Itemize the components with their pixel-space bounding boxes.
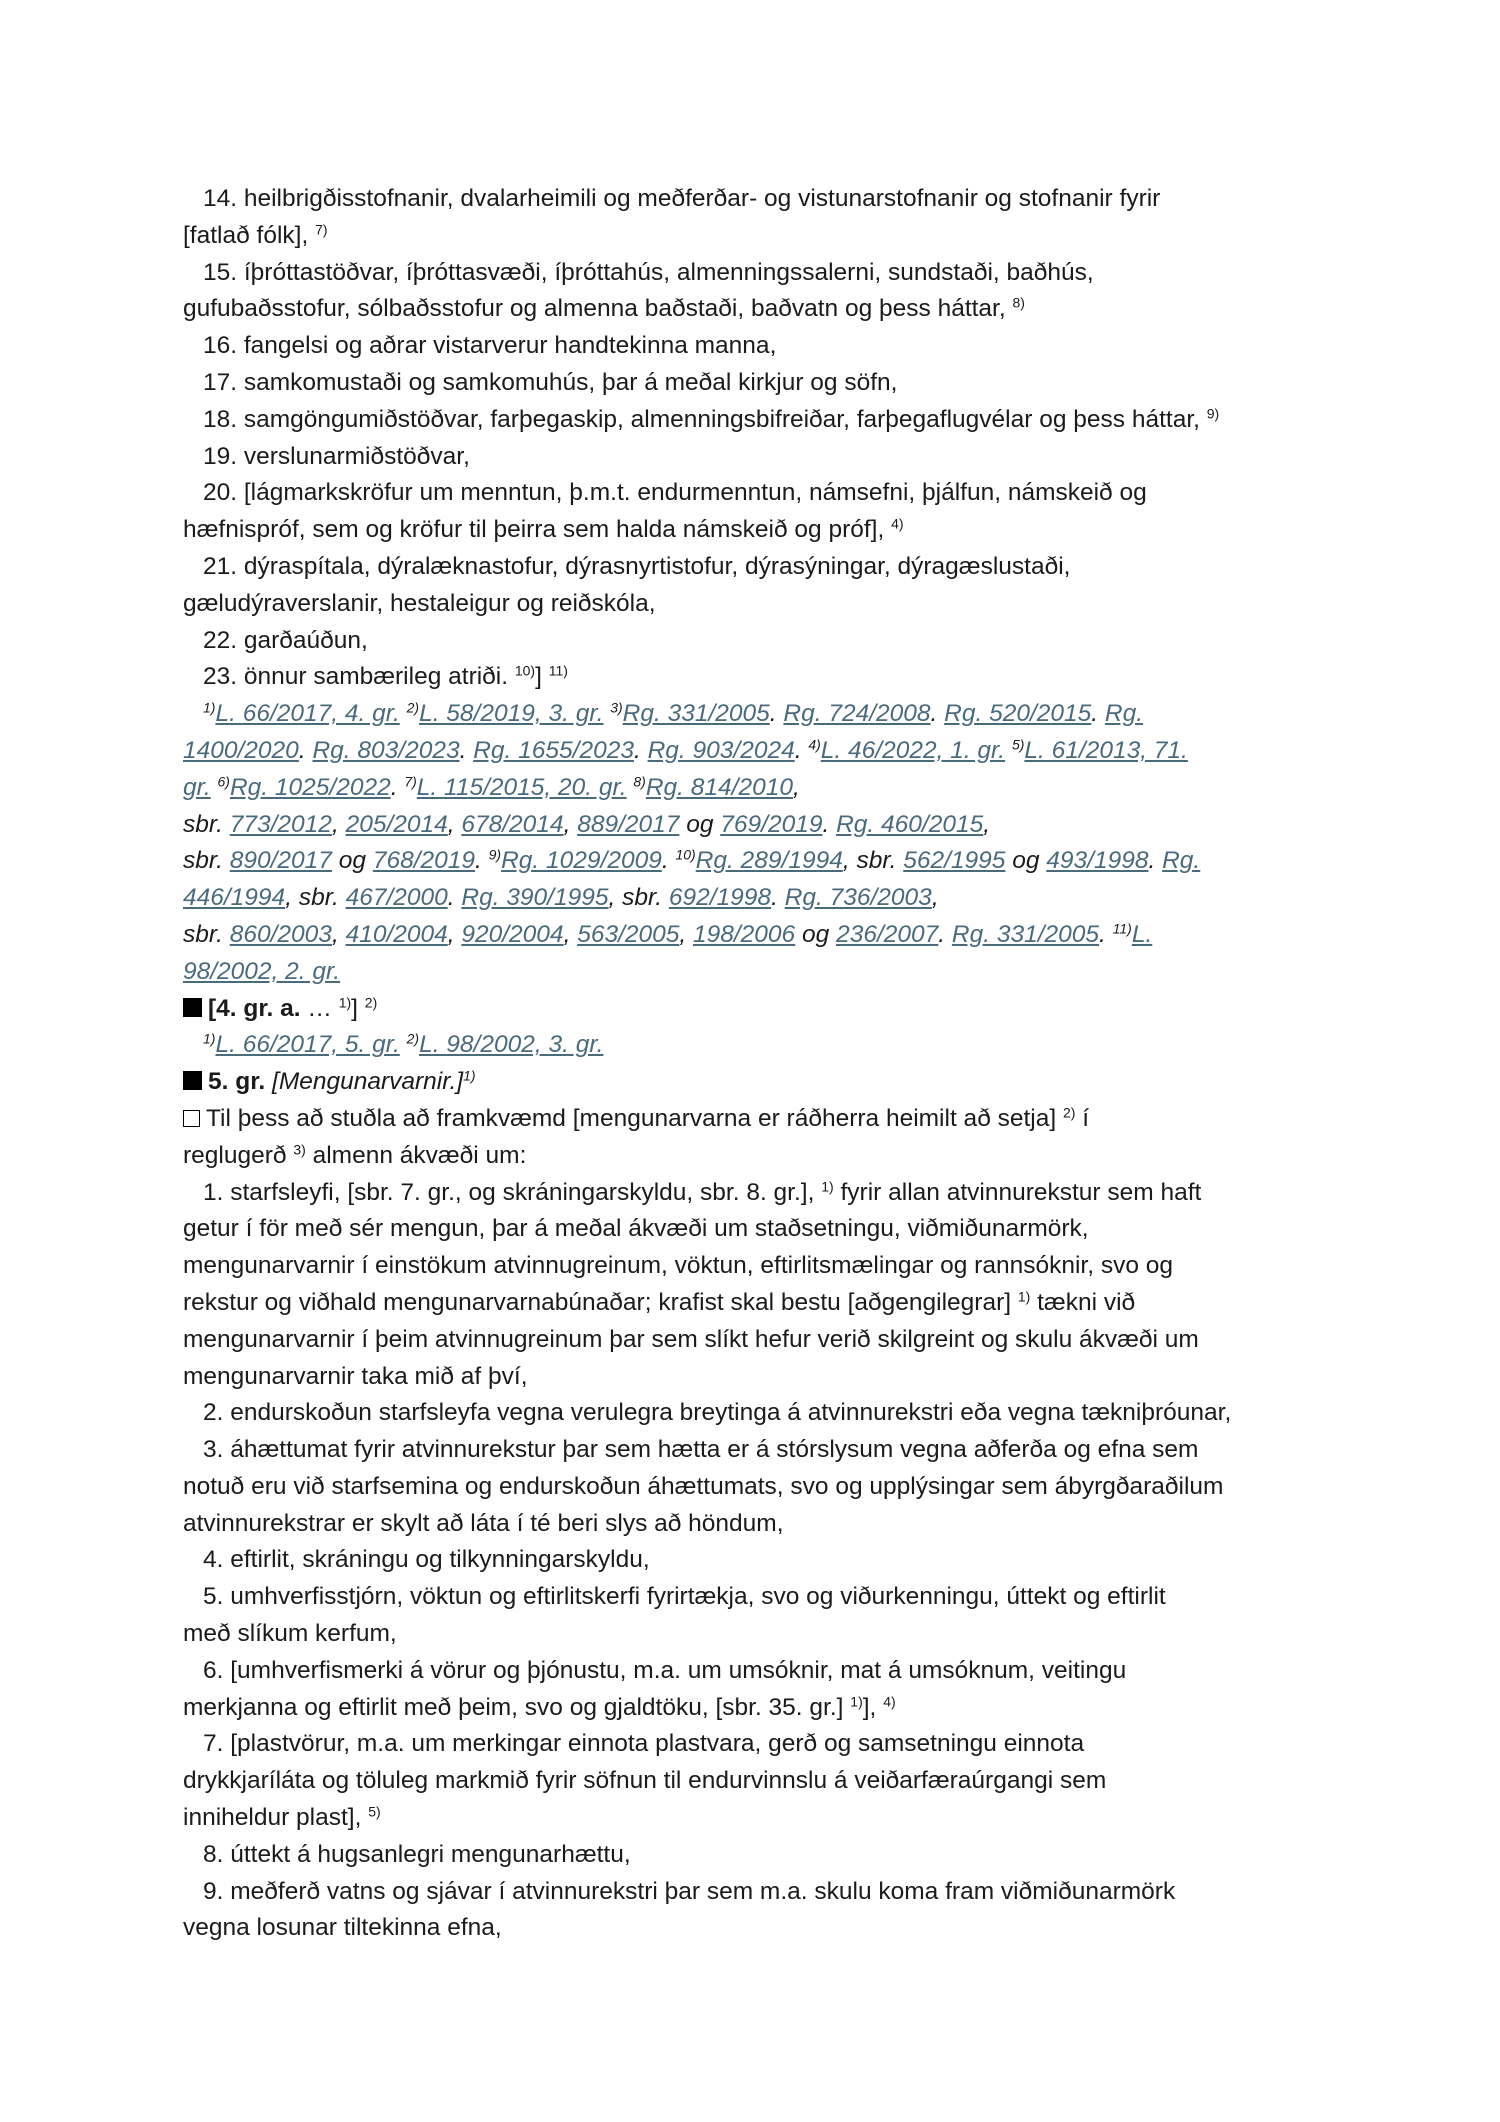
paragraph-continuation: reglugerð $^{3)}$ almenn ákvæði um: [183, 1141, 527, 1169]
ref-link[interactable]: Rg. 331/2005 [622, 700, 770, 728]
footnote-marker: 9) [1206, 405, 1220, 422]
ref-link[interactable]: Rg. [1162, 847, 1201, 875]
document-content [183, 181, 1343, 1947]
list-item-continuation: mengunarvarnir í einstökum atvinnugreinum, vöktun, eftirlitsmælingar og rannsóknir, svo og [183, 1252, 1174, 1280]
ref-link[interactable]: Rg. 1029/2009 [501, 847, 662, 875]
footnote-marker: 10) [514, 662, 536, 679]
ref-link[interactable]: 198/2006 [693, 920, 796, 948]
ref-link[interactable]: 769/2019 [720, 810, 823, 838]
ref-link[interactable]: L. 66/2017, 4. gr. [215, 700, 400, 728]
ref-link[interactable]: L. 66/2017, 5. gr. [215, 1031, 400, 1059]
footnote-marker: 11) [548, 662, 568, 679]
list-item-continuation: vegna losunar tiltekinna efna, [183, 1914, 502, 1942]
footnote-marker: 5) [368, 1803, 381, 1820]
ref-link[interactable]: Rg. 520/2015 [944, 700, 1092, 728]
list-item: 2. endurskoðun starfsleyfa vegna verulegra breytinga á atvinnurekstri eða vegna tækniþróunar, [203, 1399, 1232, 1427]
footnote-references: 446/1994, sbr. 467/2000. Rg. 390/1995, sbr. 692/1998. Rg. 736/2003, [183, 884, 939, 912]
list-item-continuation: með slíkum kerfum, [183, 1620, 397, 1648]
list-item-continuation: gæludýraverslanir, hestaleigur og reiðskóla, [183, 589, 656, 617]
list-item: 8. úttekt á hugsanlegri mengunarhættu, [203, 1840, 631, 1868]
footnote-references: $^{1)}$L. 66/2017, 5. gr. $^{2)}$L. 98/2002, 3. gr. [203, 1030, 604, 1059]
ref-link[interactable]: 1400/2020 [183, 736, 299, 764]
ref-link[interactable]: Rg. 1025/2022 [229, 773, 391, 801]
footnote-marker: 4) [883, 1693, 896, 1710]
filled-square-icon [183, 1071, 202, 1090]
list-item-continuation: atvinnurekstrar er skylt að láta í té beri slys að höndum, [183, 1509, 784, 1537]
ref-link[interactable]: 493/1998 [1046, 847, 1149, 875]
footnote-references: sbr. 773/2012, 205/2014, 678/2014, 889/2017 og 769/2019. Rg. 460/2015, [183, 810, 991, 838]
article-heading: [4. gr. a. … $^{1)}$] $^{2)}$ [183, 991, 1343, 1028]
ref-link[interactable]: Rg. 331/2005 [951, 920, 1100, 948]
footnote-references [183, 954, 1343, 991]
footnote-references: $^{1)}$L. 66/2017, 4. gr. $^{2)}$L. 58/2019, 3. gr. $^{3)}$Rg. 331/2005. Rg. 724/2008. Rg. 520/2015. Rg. [203, 699, 1144, 728]
footnote-marker: 7) [315, 221, 328, 238]
ref-link[interactable]: 692/1998 [668, 884, 772, 912]
footnote-references: 1400/2020. Rg. 803/2023. Rg. 1655/2023. Rg. 903/2024. $^{4)}$L. 46/2022, 1. gr. $^{5)}$L. 61/2013, 71. [183, 736, 1188, 764]
ref-link[interactable]: Rg. 1655/2023 [473, 736, 634, 764]
footnote-marker: 1) [1017, 1288, 1031, 1305]
ref-link[interactable]: 860/2003 [229, 920, 332, 948]
ref-link[interactable]: L. 58/2019, 3. gr. [419, 700, 604, 728]
list-group-a [183, 181, 1343, 659]
list-item-continuation: [fatlað fólk], $^{7)}$ [183, 221, 328, 249]
ref-link[interactable]: L. 115/2015, 20. gr. [416, 773, 627, 801]
ref-link[interactable]: Rg. 289/1994 [695, 847, 843, 875]
list-item-continuation: mengunarvarnir í þeim atvinnugreinum þar sem slíkt hefur verið skilgreint og skulu ákvæði um [183, 1325, 1199, 1353]
filled-square-icon [183, 998, 202, 1017]
paragraph: Til þess að stuðla að framkvæmd [mengunarvarna er ráðherra heimilt að setja] $^{2)}$ í [183, 1101, 1343, 1138]
article-heading: 5. gr. [Mengunarvarnir.]$^{1)}$ [183, 1064, 1343, 1101]
ref-link[interactable]: Rg. 903/2024 [647, 736, 795, 764]
list-item-continuation: notuð eru við starfsemina og endurskoðun áhættumats, svo og upplýsingar sem ábyrgðaraðilum [183, 1472, 1224, 1500]
list-item: 17. samkomustaði og samkomuhús, þar á meðal kirkjur og söfn, [203, 368, 898, 396]
footnote-marker: 3) [293, 1141, 306, 1158]
list-item: 7. [plastvörur, m.a. um merkingar einnota plastvara, gerð og samsetningu einnota [203, 1730, 1085, 1758]
list-item-continuation: rekstur og viðhald mengunarvarnabúnaðar; krafist skal bestu [aðgengilegrar] $^{1)}$ tækni við [183, 1288, 1136, 1316]
list-item: 19. verslunarmiðstöðvar, [203, 442, 470, 470]
footnote-references: gr. $^{6)}$Rg. 1025/2022. $^{7)}$L. 115/2015, 20. gr. $^{8)}$Rg. 814/2010, [183, 773, 800, 801]
list-item: 14. heilbrigðisstofnanir, dvalarheimili og meðferðar- og vistunarstofnanir og stofnanir fyrir [203, 185, 1161, 212]
ref-link[interactable]: Rg. 736/2003 [784, 884, 932, 912]
ref-link[interactable]: Rg. [1104, 700, 1144, 728]
list-item: 20. [lágmarkskröfur um menntun, þ.m.t. endurmenntun, námsefni, þjálfun, námskeið og [203, 479, 1147, 507]
list-item: 5. umhverfisstjórn, vöktun og eftirlitskerfi fyrirtækja, svo og viðurkenningu, úttekt og eftirlit [203, 1583, 1166, 1611]
ref-link[interactable]: 205/2014 [345, 810, 448, 838]
list-item-continuation: drykkjaríláta og töluleg markmið fyrir söfnun til endurvinnslu á veiðarfæraúrgangi sem [183, 1767, 1107, 1795]
ref-link[interactable]: Rg. 814/2010 [645, 773, 793, 801]
ref-link[interactable]: 768/2019 [372, 847, 476, 875]
list-item: 22. garðaúðun, [203, 626, 368, 654]
list-item-continuation: gufubaðsstofur, sólbaðsstofur og almenna baðstaði, baðvatn og þess háttar, $^{8)}$ [183, 295, 1025, 323]
footnote-marker: 1) [850, 1693, 863, 1710]
ref-link[interactable]: 410/2004 [345, 920, 448, 948]
ref-link[interactable]: 678/2014 [461, 810, 564, 838]
ref-link[interactable]: L. [1131, 920, 1153, 948]
footnote-references: sbr. 860/2003, 410/2004, 920/2004, 563/2005, 198/2006 og 236/2007. Rg. 331/2005. $^{11)}$L. [183, 920, 1153, 948]
ref-link[interactable]: 920/2004 [461, 920, 564, 948]
article-title: [Mengunarvarnir.] [272, 1068, 464, 1096]
list-item-continuation: mengunarvarnir taka mið af því, [183, 1362, 528, 1390]
list-item: 23. önnur sambærileg atriði. $^{10)}$] $^{11)}$ [203, 662, 568, 691]
ref-link[interactable]: Rg. 803/2023 [312, 736, 460, 764]
ref-link[interactable]: 446/1994 [183, 884, 286, 912]
ref-link[interactable]: 563/2005 [577, 920, 680, 948]
ref-link[interactable]: L. 98/2002, 3. gr. [419, 1031, 604, 1059]
footnote-marker: 2) [364, 994, 378, 1011]
footnote-marker: 1) [821, 1178, 834, 1195]
ref-link[interactable]: gr. [183, 773, 211, 801]
footnote-references: sbr. 890/2017 og 768/2019. $^{9)}$Rg. 1029/2009. $^{10)}$Rg. 289/1994, sbr. 562/1995 og 493/1998. Rg. [183, 846, 1201, 875]
ref-link[interactable]: 562/1995 [903, 847, 1006, 875]
ref-link[interactable]: 98/2002, 2. gr. [183, 957, 341, 985]
list-item: 9. meðferð vatns og sjávar í atvinnurekstri þar sem m.a. skulu koma fram viðmiðunarmörk [203, 1877, 1176, 1905]
ref-link[interactable]: L. 61/2013, 71. [1024, 736, 1188, 764]
list-item: 6. [umhverfismerki á vörur og þjónustu, m.a. um umsóknir, mat á umsóknum, veitingu [203, 1656, 1127, 1684]
list-item-continuation: getur í för með sér mengun, þar á meðal ákvæði um staðsetningu, viðmiðunarmörk, [183, 1215, 1089, 1243]
ref-link[interactable]: Rg. 390/1995 [461, 884, 609, 912]
list-item: 1. starfsleyfi, [sbr. 7. gr., og skráningarskyldu, sbr. 8. gr.], $^{1)}$ fyrir allan atvinnurekstur sem haft [203, 1178, 1202, 1206]
ref-link[interactable]: 773/2012 [229, 810, 332, 838]
ref-link[interactable]: 889/2017 [577, 810, 680, 838]
ref-link[interactable]: L. 46/2022, 1. gr. [820, 736, 1006, 764]
list-item-continuation: hæfnispróf, sem og kröfur til þeirra sem halda námskeið og próf], $^{4)}$ [183, 515, 904, 544]
list-item: 16. fangelsi og aðrar vistarverur handtekinna manna, [203, 332, 777, 360]
ref-link[interactable]: Rg. 460/2015 [836, 810, 984, 838]
ref-link[interactable]: 890/2017 [229, 847, 332, 875]
ref-link[interactable]: 236/2007 [836, 920, 939, 948]
ref-link[interactable]: Rg. 724/2008 [783, 700, 931, 728]
outlined-square-icon [183, 1110, 200, 1127]
list-item: 18. samgöngumiðstöðvar, farþegaskip, almenningsbifreiðar, farþegaflugvélar og þess háttar, $^{9)}$ [203, 405, 1220, 433]
footnote-marker: 2) [1063, 1104, 1076, 1121]
ref-link[interactable]: 467/2000 [345, 884, 448, 912]
footnote-marker: 4) [891, 515, 904, 532]
list-item-continuation: merkjanna og eftirlit með þeim, svo og gjaldtöku, [sbr. 35. gr.] $^{1)}$], $^{4)}$ [183, 1693, 896, 1721]
list-item: 15. íþróttastöðvar, íþróttasvæði, íþróttahús, almenningssalerni, sundstaði, baðhús, [203, 258, 1094, 286]
list-item: 4. eftirlit, skráningu og tilkynningarskyldu, [203, 1546, 650, 1574]
list-item: 3. áhættumat fyrir atvinnurekstur þar sem hætta er á stórslysum vegna aðferða og efna sem [203, 1436, 1199, 1464]
footnote-marker: 8) [1012, 295, 1025, 311]
list-item: 21. dýraspítala, dýralæknastofur, dýrasnyrtistofur, dýrasýningar, dýragæslustaði, [203, 552, 1071, 580]
footnote-marker: 1) [338, 994, 352, 1011]
list-item-continuation: inniheldur plast], $^{5)}$ [183, 1803, 381, 1832]
